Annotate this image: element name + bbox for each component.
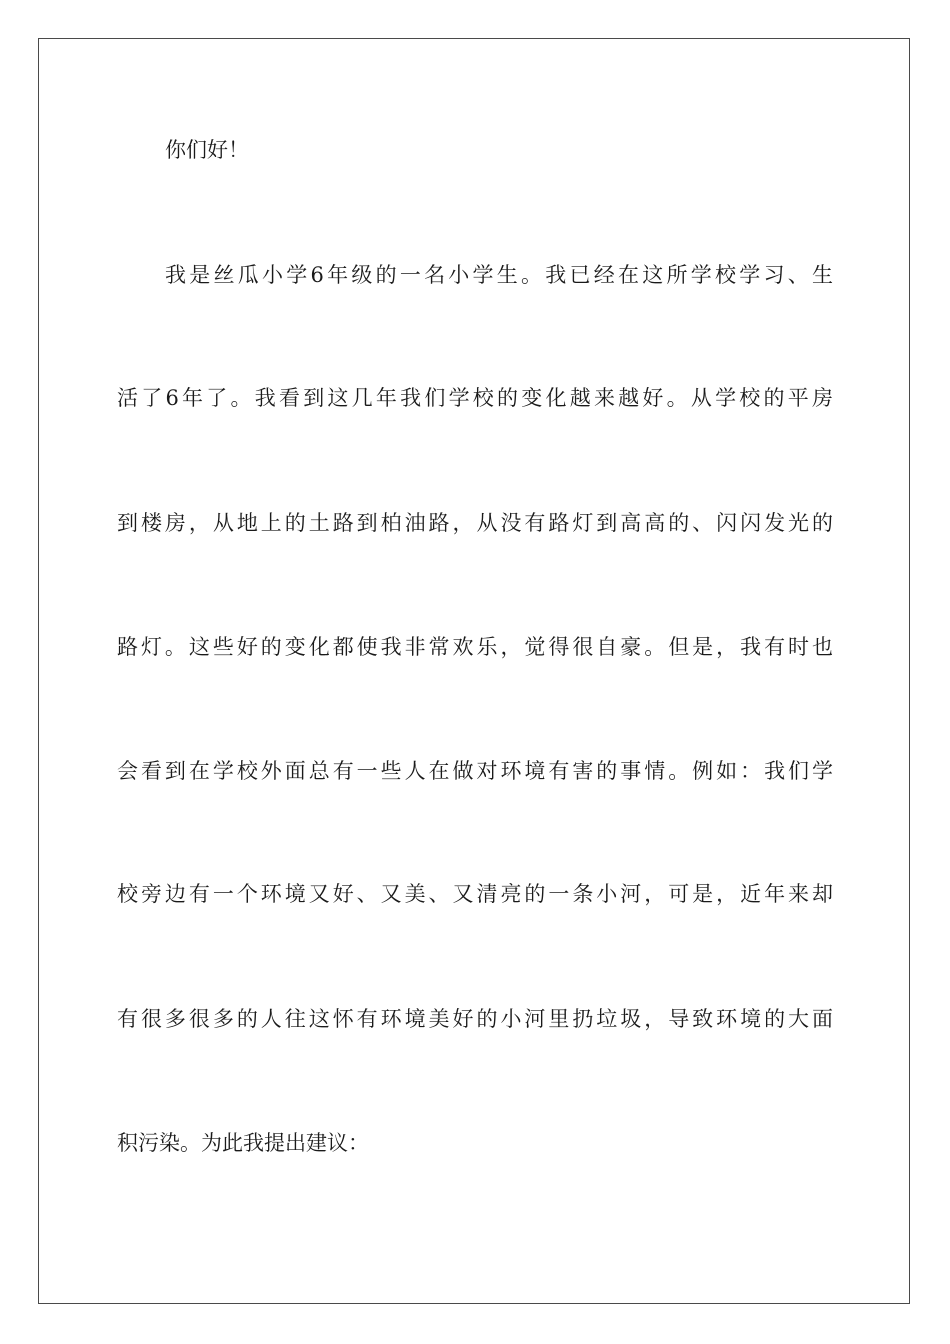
paragraph-line-7: 有很多很多的人往这怀有环境美好的小河里扔垃圾，导致环境的大面 xyxy=(117,1007,833,1031)
paragraph-line-5: 会看到在学校外面总有一些人在做对环境有害的事情。例如：我们学 xyxy=(117,759,833,783)
paragraph-line-8: 积污染。为此我提出建议： xyxy=(117,1131,369,1155)
paragraph-line-2: 活了6年了。我看到这几年我们学校的变化越来越好。从学校的平房 xyxy=(117,386,833,410)
paragraph-line-4: 路灯。这些好的变化都使我非常欢乐，觉得很自豪。但是，我有时也 xyxy=(117,635,833,659)
paragraph-line-1: 我是丝瓜小学6年级的一名小学生。我已经在这所学校学习、生 xyxy=(165,263,833,287)
greeting-line: 你们好！ xyxy=(165,138,249,162)
page-frame xyxy=(38,38,910,1304)
paragraph-line-3: 到楼房，从地上的土路到柏油路，从没有路灯到高高的、闪闪发光的 xyxy=(117,511,833,535)
paragraph-line-6: 校旁边有一个环境又好、又美、又清亮的一条小河，可是，近年来却 xyxy=(117,882,833,906)
